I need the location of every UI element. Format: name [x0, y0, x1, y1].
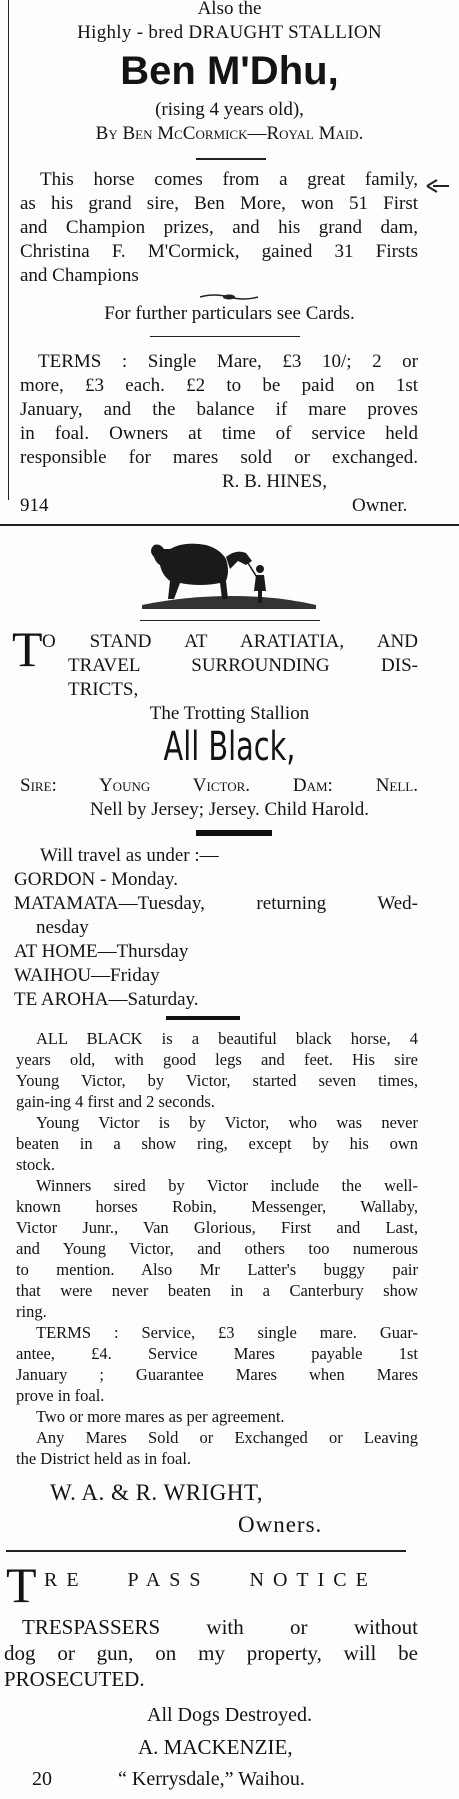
owners-label: Owners. [238, 1512, 323, 1537]
divider-bar [196, 830, 272, 836]
divider-line [150, 336, 300, 337]
ad2-desc-line: to mention. Also Mr Latter's buggy pair [16, 1260, 418, 1279]
divider-bar [166, 1016, 240, 1020]
also-the-line: Also the [197, 0, 262, 19]
ad2-desc-line: January ; Guarantee Mares when Mares [16, 1365, 418, 1384]
ad2-desc-line: Two or more mares as per agreement. [36, 1407, 285, 1426]
ad2-desc-line: that were never beaten in a Canterbury show [16, 1281, 418, 1300]
dogs-destroyed-line: All Dogs Destroyed. [147, 1704, 312, 1726]
pedigree-line: By Ben McCormick—Royal Maid. [95, 123, 364, 144]
ad2-desc-line: the District held as in foal. [16, 1449, 192, 1468]
ad2-desc-line: Any Mares Sold or Exchanged or Leaving [36, 1428, 418, 1447]
ornamental-rule-icon [198, 293, 260, 301]
ad1-body-line: Christina F. M'Cormick, gained 31 Firsts [20, 241, 418, 262]
ad2-desc-line: known horses Robin, Messenger, Wallaby, [16, 1197, 418, 1216]
ad1-body-line: and Champion prizes, and his grand dam, [20, 217, 418, 238]
ad2-heading-line: TRAVEL SURROUNDING DIS- [68, 655, 418, 676]
ad-reference-number: 914 [20, 495, 49, 516]
sire-dam-line: Sire: Young Victor. Dam: Nell. [20, 775, 418, 796]
address-line: “ Kerrysdale,” Waihou. [118, 1768, 305, 1790]
ad-reference-number: 20 [32, 1768, 52, 1790]
ad2-desc-line: stock. [16, 1155, 55, 1174]
separator-rule [0, 524, 459, 526]
travel-intro: Will travel as under :— [40, 845, 219, 866]
ad2-desc-line: TERMS : Service, £3 single mare. Guar- [36, 1323, 418, 1342]
owners-name: W. A. & R. WRIGHT, [50, 1480, 264, 1505]
schedule-item: TE AROHA—Saturday. [14, 989, 199, 1010]
separator-rule [6, 1550, 406, 1552]
ad1-terms-line: TERMS : Single Mare, £3 10/; 2 or [38, 351, 418, 372]
drop-cap-letter: T [6, 1557, 37, 1613]
ad3-body-line: TRESPASSERS with or without [22, 1615, 418, 1639]
drop-cap-letter: T [12, 621, 43, 677]
ad1-terms-line: responsible for mares sold or exchanged. [20, 447, 418, 468]
particulars-line: For further particulars see Cards. [104, 303, 355, 324]
signatory-name: A. MACKENZIE, [138, 1735, 293, 1759]
divider-dash [196, 158, 266, 160]
horse-with-groom-illustration [140, 535, 318, 613]
owner-name: R. B. HINES, [222, 471, 328, 492]
trespass-notice-heading: RE PASS NOTICE [44, 1569, 377, 1591]
ad2-desc-line: and Young Victor, and others too numerous [16, 1239, 418, 1258]
subheading-line: The Trotting Stallion [149, 703, 310, 724]
ad2-desc-line: ALL BLACK is a beautiful black horse, 4 [36, 1029, 418, 1048]
ad2-desc-line: ring. [16, 1302, 47, 1321]
highly-bred-line: Highly - bred DRAUGHT STALLION [77, 22, 382, 43]
schedule-item: WAIHOU—Friday [14, 965, 160, 986]
ad1-terms-line: January, and the balance if mare proves [20, 399, 418, 420]
ad2-desc-line: Young Victor is by Victor, who was never [36, 1113, 418, 1132]
ad3-body-line: PROSECUTED. [4, 1667, 145, 1691]
schedule-item: GORDON - Monday. [14, 869, 178, 890]
ad2-desc-line: years old, with good legs and feet. His sire [16, 1050, 418, 1069]
printer-fist-mark-icon [425, 176, 451, 196]
ad1-terms-line: in foal. Owners at time of service held [20, 423, 418, 444]
ad2-desc-line: gain-ing 4 first and 2 seconds. [16, 1092, 215, 1111]
ad2-heading-line: O STAND AT ARATIATIA, AND [42, 631, 418, 652]
schedule-item: MATAMATA—Tuesday, returning Wed- [14, 893, 418, 914]
owner-label: Owner. [352, 495, 408, 516]
horse-name-all-black: All Black, [163, 724, 296, 770]
ad1-body-line: and Champions [20, 265, 139, 286]
ad2-desc-line: Young Victor, by Victor, started seven times, [16, 1071, 418, 1090]
ad2-desc-line: beaten in a show ring, except by his own [16, 1134, 418, 1153]
schedule-item: nesday [36, 917, 89, 938]
lineage-line: Nell by Jersey; Jersey. Child Harold. [90, 799, 369, 820]
ad2-heading-line: TRICTS, [68, 679, 139, 700]
ad1-terms-line: more, £3 each. £2 to be paid on 1st [20, 375, 418, 396]
ad2-desc-line: Winners sired by Victor include the well- [36, 1176, 418, 1195]
ad1-body-line: as his grand sire, Ben More, won 51 First [20, 193, 418, 214]
divider-line [140, 620, 320, 621]
ad1-body-line: This horse comes from a great family, [40, 169, 418, 190]
ad2-desc-line: antee, £4. Service Mares payable 1st [16, 1344, 418, 1363]
ad3-body-line: dog or gun, on my property, will be [4, 1641, 418, 1665]
schedule-item: AT HOME—Thursday [14, 941, 189, 962]
ad2-desc-line: prove in foal. [16, 1386, 105, 1405]
ad2-desc-line: Victor Junr., Van Glorious, First and Last, [16, 1218, 418, 1237]
age-line: (rising 4 years old), [155, 99, 304, 120]
horse-name-ben-mdhu: Ben M'Dhu, [120, 49, 339, 93]
